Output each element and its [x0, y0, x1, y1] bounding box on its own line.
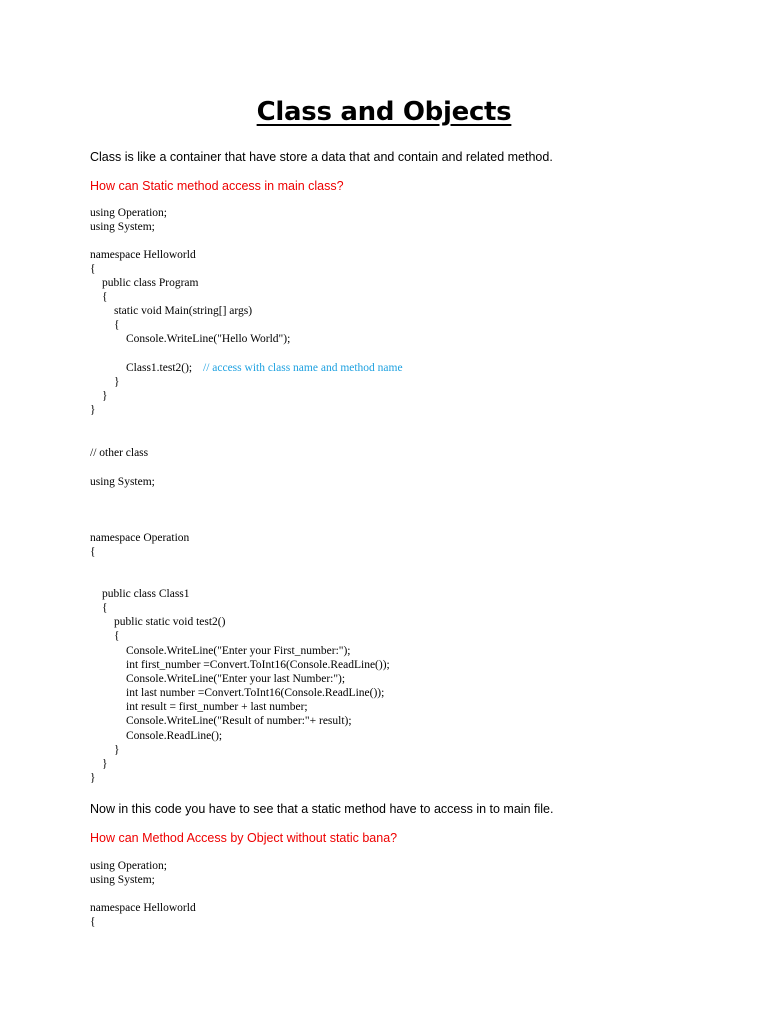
- intro-paragraph: Class is like a container that have store a data that and contain and related method.: [90, 150, 553, 164]
- code-line: }: [90, 772, 96, 784]
- summary-paragraph: Now in this code you have to see that a static method have to access in to main file.: [90, 802, 554, 816]
- code-line: public class Program: [102, 277, 199, 289]
- code-line: Class1.test2();: [126, 362, 193, 374]
- code-comment: // access with class name and method name: [203, 362, 403, 374]
- code-line: using System;: [90, 221, 155, 233]
- code-line: static void Main(string[] args): [114, 305, 253, 317]
- code-line: using System;: [90, 476, 155, 488]
- code-line: namespace Helloworld: [90, 249, 196, 261]
- code-line: }: [114, 744, 120, 756]
- code-line: }: [102, 758, 108, 770]
- code-line: using System;: [90, 874, 155, 886]
- code-line: Console.WriteLine("Enter your First_number:");: [126, 645, 351, 657]
- page-title: Class and Objects: [256, 97, 512, 127]
- code-line: using Operation;: [90, 860, 167, 872]
- code-line: {: [114, 630, 120, 642]
- code-line: {: [114, 319, 120, 331]
- code-line: using Operation;: [90, 207, 167, 219]
- code-line: namespace Helloworld: [90, 902, 196, 914]
- code-line: public class Class1: [102, 588, 190, 600]
- code-line: Console.ReadLine();: [126, 730, 223, 742]
- code-line: }: [90, 404, 96, 416]
- code-line: Console.WriteLine("Enter your last Number:");: [126, 673, 346, 685]
- code-line: {: [90, 916, 96, 928]
- code-line: namespace Operation: [90, 532, 190, 544]
- section-heading-object-access: How can Method Access by Object without static bana?: [90, 831, 398, 845]
- section-heading-static-method: How can Static method access in main class?: [90, 179, 344, 193]
- code-line: {: [102, 602, 108, 614]
- code-line: {: [90, 263, 96, 275]
- code-line-other-class-comment: // other class: [90, 447, 149, 459]
- code-line: }: [114, 376, 120, 388]
- code-line: {: [90, 546, 96, 558]
- code-line: int last number =Convert.ToInt16(Console.ReadLine());: [126, 687, 385, 699]
- code-line: {: [102, 291, 108, 303]
- code-line: public static void test2(): [114, 616, 226, 628]
- code-line: Console.WriteLine("Hello World");: [126, 333, 291, 345]
- code-line: int result = first_number + last number;: [126, 701, 308, 713]
- code-line: }: [102, 390, 108, 402]
- code-line: int first_number =Convert.ToInt16(Console.ReadLine());: [126, 659, 390, 671]
- code-line: Console.WriteLine("Result of number:"+ result);: [126, 715, 352, 727]
